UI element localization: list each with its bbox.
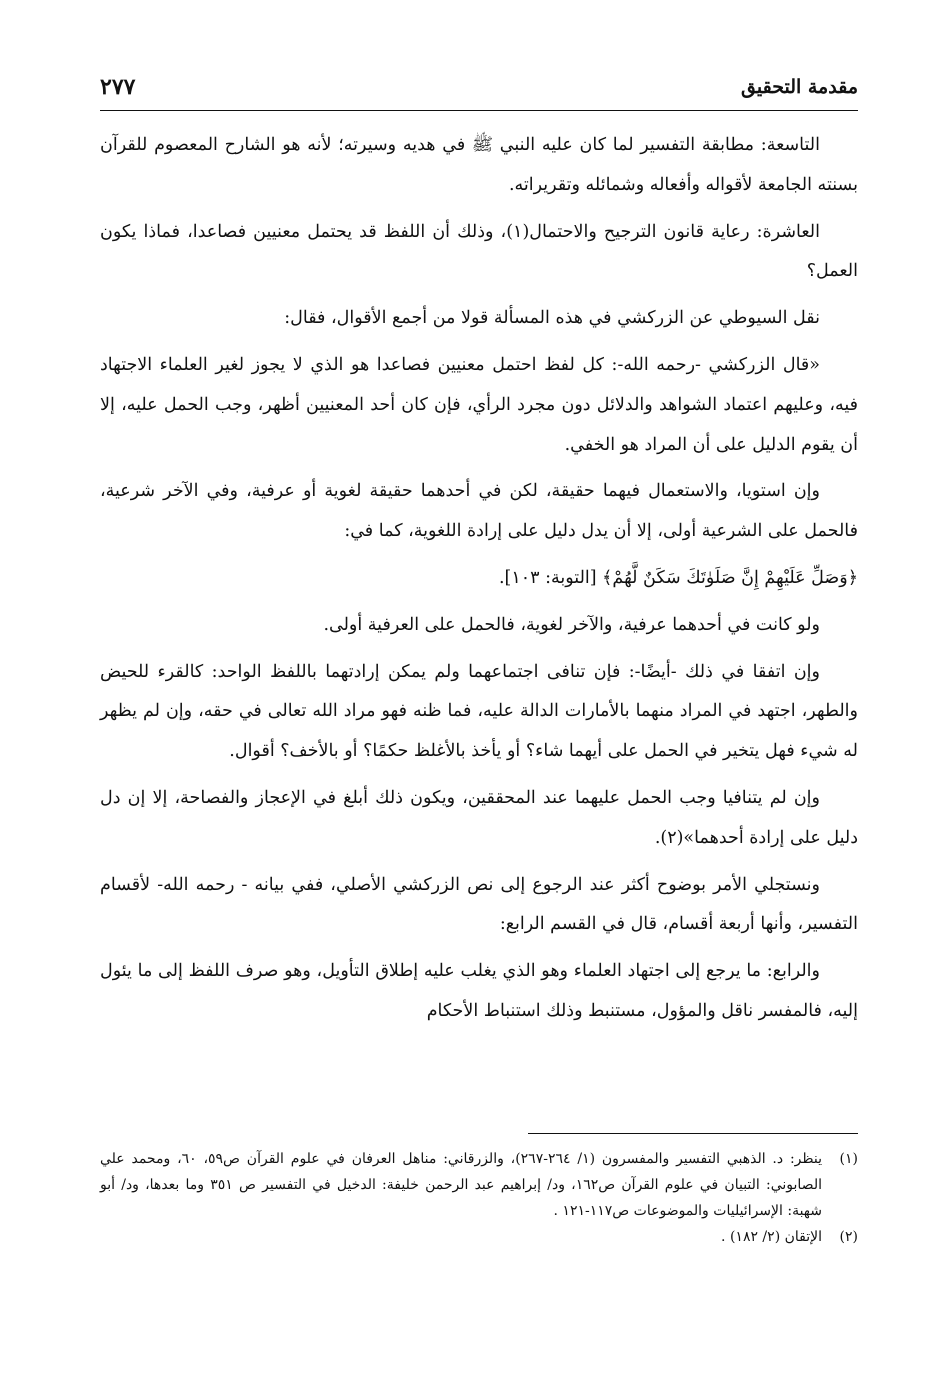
paragraph-clarification: ونستجلي الأمر بوضوح أكثر عند الرجوع إلى نص الزركشي الأصلي، ففي بيانه - رحمه الله- لأقسام التفسير، وأنها أربعة أقسام، قال في القسم الرابع: [100, 874, 858, 935]
paragraph-equal-meanings: وإن استويا، والاستعمال فيهما حقيقة، لكن في أحدهما حقيقة لغوية أو عرفية، وفي الآخر شرعية، فالحمل على الشرعية أولى، إلا أن يدل دليل على إرادة اللغوية، كما في: [100, 481, 858, 542]
footnote-number: (٢) [839, 1229, 858, 1245]
footnote-item [100, 1146, 858, 1224]
paragraph-ninth: التاسعة: مطابقة التفسير لما كان عليه النبي ﷺ في هديه وسيرته؛ لأنه هو الشارح المعصوم للقرآن بسنته الجامعة لأقواله وأفعاله وشمائله وتقريراته. [100, 135, 858, 195]
paragraph-agreement: وإن اتفقا في ذلك -أيضًا-: فإن تنافى اجتماعهما ولم يمكن إرادتهما باللفظ الواحد: كالقرء للحيض والطهر، اجتهد في المراد منهما بالأمارات الدالة عليه، فما ظنه فهو مراد الله تعالى في حقه، وإن لم يظهر له شيء فهل يتخير في الحمل على أيهما شاء؟ أو يأخذ بالأغلظ حكمًا؟ أو بالأخف؟ أقوال. [100, 661, 858, 762]
paragraph-tenth: العاشرة: رعاية قانون الترجيح والاحتمال(١)، وذلك أن اللفظ قد يحتمل معنيين فصاعدا، فماذا يكون العمل؟ [100, 221, 858, 282]
footnotes [100, 1146, 858, 1250]
paragraph-zarkashi-quote: «قال الزركشي -رحمه الله-: كل لفظ احتمل معنيين فصاعدا هو الذي لا يجوز لغير العلماء الاجتهاد فيه، وعليهم اعتماد الشواهد والدلائل دون مجرد الرأي، فإن كان أحد المعنيين أظهر، وجب الحمل عليه، إلا أن يقوم الدليل على أن المراد هو الخفي. [100, 354, 858, 455]
footnote-number: (١) [839, 1151, 858, 1167]
footnote-text: ينظر: د. الذهبي التفسير والمفسرون (١/ ٢٦٤-٢٦٧)، والزرقاني: مناهل العرفان في علوم القرآن ص٥٩، ٦٠، ومحمد علي الصابوني: التبيان في علوم القرآن ص١٦٢، ود/ إبراهيم عبد الرحمن خليفة: الدخيل في التفسير ص ٣٥١ وما بعدها، ود/ أبو شهبة: الإسرائيليات والموضوعات ص١١٧-١٢١ . [100, 1151, 822, 1219]
footnote-text: الإتقان (٢/ ١٨٢) . [721, 1229, 822, 1245]
page-number: ٢٧٧ [100, 74, 136, 100]
footnote-divider [528, 1133, 858, 1134]
quran-verse: ﴿وَصَلِّ عَلَيْهِمْ إِنَّ صَلَوٰتَكَ سَكَنٌ لَّهُمْ﴾ [التوبة: ١٠٣]. [498, 567, 858, 588]
footnote-item [100, 1224, 858, 1250]
main-text [100, 126, 858, 1039]
paragraph-customary: ولو كانت في أحدهما عرفية، والآخر لغوية، فالحمل على العرفية أولى. [323, 614, 820, 635]
running-title: مقدمة التحقيق [741, 76, 858, 98]
paragraph-fourth-category: والرابع: ما يرجع إلى اجتهاد العلماء وهو الذي يغلب عليه إطلاق التأويل، وهو صرف اللفظ إلى ما يئول إليه، فالمفسر ناقل والمؤول، مستنبط وذلك استنباط الأحكام [100, 961, 858, 1021]
paragraph-suyuti-intro: نقل السيوطي عن الزركشي في هذه المسألة قولا من أجمع الأقوال، فقال: [284, 308, 820, 329]
paragraph-no-conflict: وإن لم يتنافيا وجب الحمل عليهما عند المحققين، ويكون ذلك أبلغ في الإعجاز والفصاحة، إلا إن دل دليل على إرادة أحدهما»(٢). [100, 787, 858, 848]
page-header [100, 64, 858, 111]
